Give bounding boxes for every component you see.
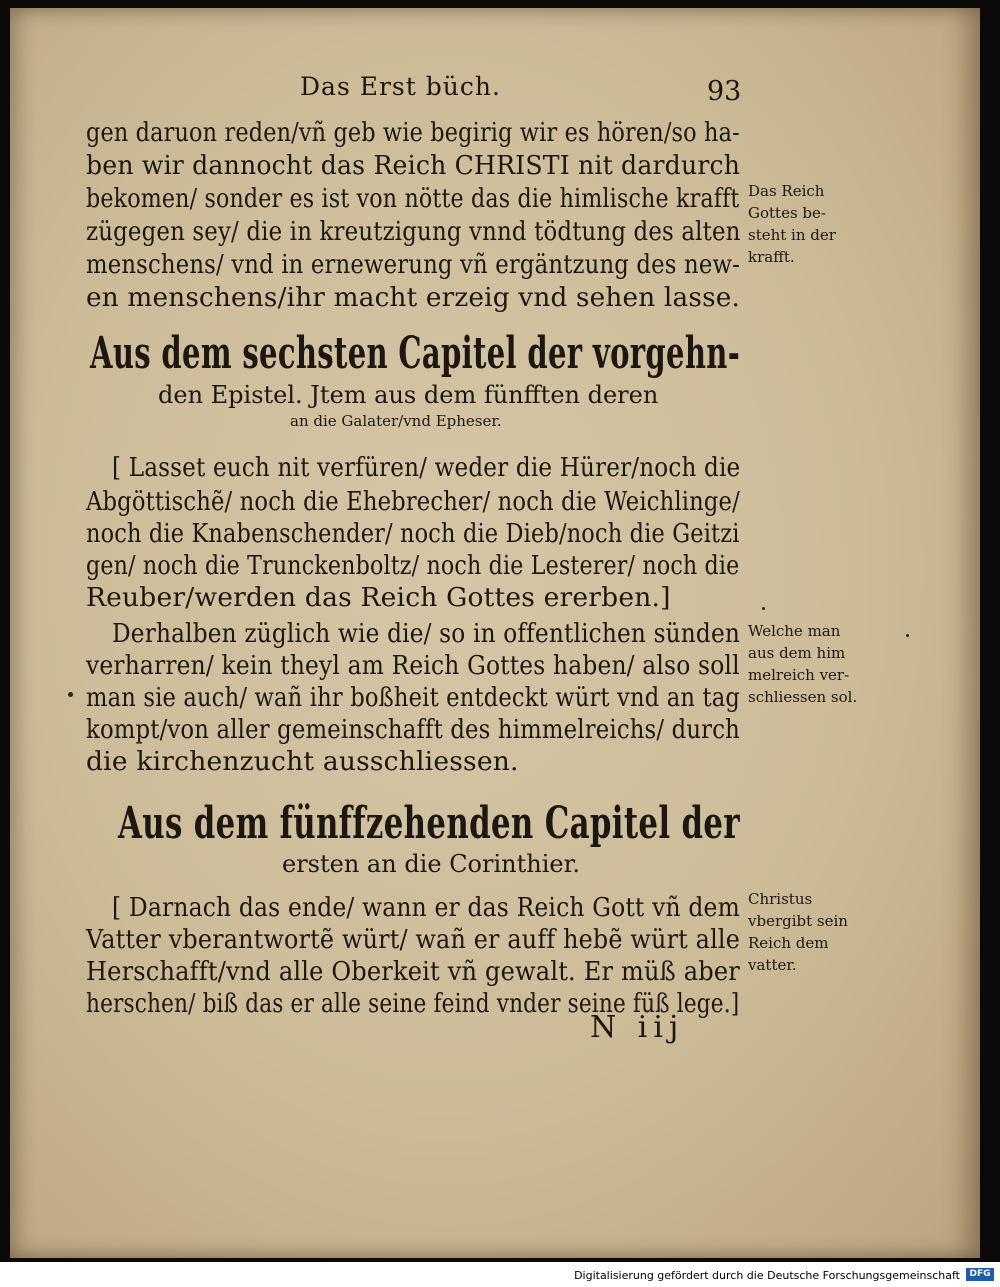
text-line: Herschafft/vnd alle Oberkeit vñ gewalt. Er müß aber [86, 956, 740, 987]
ink-speck [762, 607, 765, 610]
margin-note-line: Das Reich [748, 182, 825, 200]
ink-speck [906, 634, 909, 637]
text-line: [ Darnach das ende/ wann er das Reich Gott vñ dem [112, 892, 740, 923]
dfg-logo: DFG [966, 1268, 994, 1281]
text-line: zügegen sey/ die in kreutzigung vnnd tödtung des alten [86, 216, 741, 247]
text-line: ben wir dannocht das Reich CHRISTI nit dardurch [86, 150, 741, 181]
text-line: noch die Knabenschender/ noch die Dieb/noch die Geitzi [86, 518, 740, 549]
text-line: Derhalben züglich wie die/ so in offentlichen sünden [112, 618, 740, 649]
margin-note-line: schliessen sol. [748, 688, 858, 706]
margin-note-line: melreich ver- [748, 666, 850, 684]
text-line: gen daruon reden/vñ geb wie begirig wir es hören/so ha- [86, 117, 740, 148]
text-line: kompt/von aller gemeinschafft des himmelreichs/ durch [86, 714, 740, 745]
margin-note-line: vatter. [748, 956, 797, 974]
margin-note-line: aus dem him [748, 644, 846, 662]
signature-mark: N iij [590, 1010, 685, 1045]
margin-note-line: steht in der [748, 226, 836, 244]
margin-note-reich-gottes [748, 180, 836, 268]
margin-note-line: krafft. [748, 248, 795, 266]
text-line: verharren/ kein theyl am Reich Gottes haben/ also soll [86, 650, 740, 681]
ink-speck [68, 692, 73, 697]
margin-note-line: Reich dem [748, 934, 829, 952]
margin-note-line: Welche man [748, 622, 841, 640]
margin-note-line: vbergibt sein [748, 912, 848, 930]
text-line: herschen/ biß das er alle seine feind vnder seine füß lege.] [86, 988, 740, 1019]
running-title: Das Erst büch. [300, 72, 501, 101]
section-heading-sechsten-capitel: Aus dem sechsten Capitel der vorgehn- [90, 328, 741, 379]
section-heading-fuenffzehenden-capitel: Aus dem fünffzehenden Capitel der [118, 798, 740, 849]
section-heading-subline-small: an die Galater/vnd Epheser. [290, 412, 502, 430]
text-line: Reuber/werden das Reich Gottes ererben.] [86, 582, 671, 613]
page-number: 93 [707, 76, 742, 107]
margin-note-line: Gottes be- [748, 204, 826, 222]
margin-note-himmelreich [748, 620, 857, 708]
section-heading-subline: den Epistel. Jtem aus dem fünfften deren [158, 381, 659, 409]
text-line: [ Lasset euch nit verfüren/ weder die Hürer/noch die [112, 452, 741, 483]
text-line: en menschens/ihr macht erzeig vnd sehen lasse. [86, 282, 741, 313]
footer-credit: Digitalisierung gefördert durch die Deutsche Forschungsgemeinschaft [574, 1269, 960, 1282]
text-line: Abgöttischẽ/ noch die Ehebrecher/ noch die Weichlinge/ [86, 486, 740, 517]
margin-note-christus [748, 888, 848, 976]
text-line: menschens/ vnd in ernewerung vñ ergäntzung des new- [86, 249, 740, 280]
margin-note-line: Christus [748, 890, 813, 908]
text-line: die kirchenzucht ausschliessen. [86, 746, 519, 777]
text-line: Vatter vberantwortẽ würt/ wañ er auff hebẽ würt alle [86, 924, 740, 955]
text-line: gen/ noch die Trunckenboltz/ noch die Lesterer/ noch die [86, 550, 740, 581]
text-line: man sie auch/ wañ ihr boßheit entdeckt würt vnd an tag [86, 682, 740, 713]
text-line: bekomen/ sonder es ist von nötte das die himlische krafft [86, 183, 740, 214]
section-heading-subline: ersten an die Corinthier. [282, 850, 581, 878]
